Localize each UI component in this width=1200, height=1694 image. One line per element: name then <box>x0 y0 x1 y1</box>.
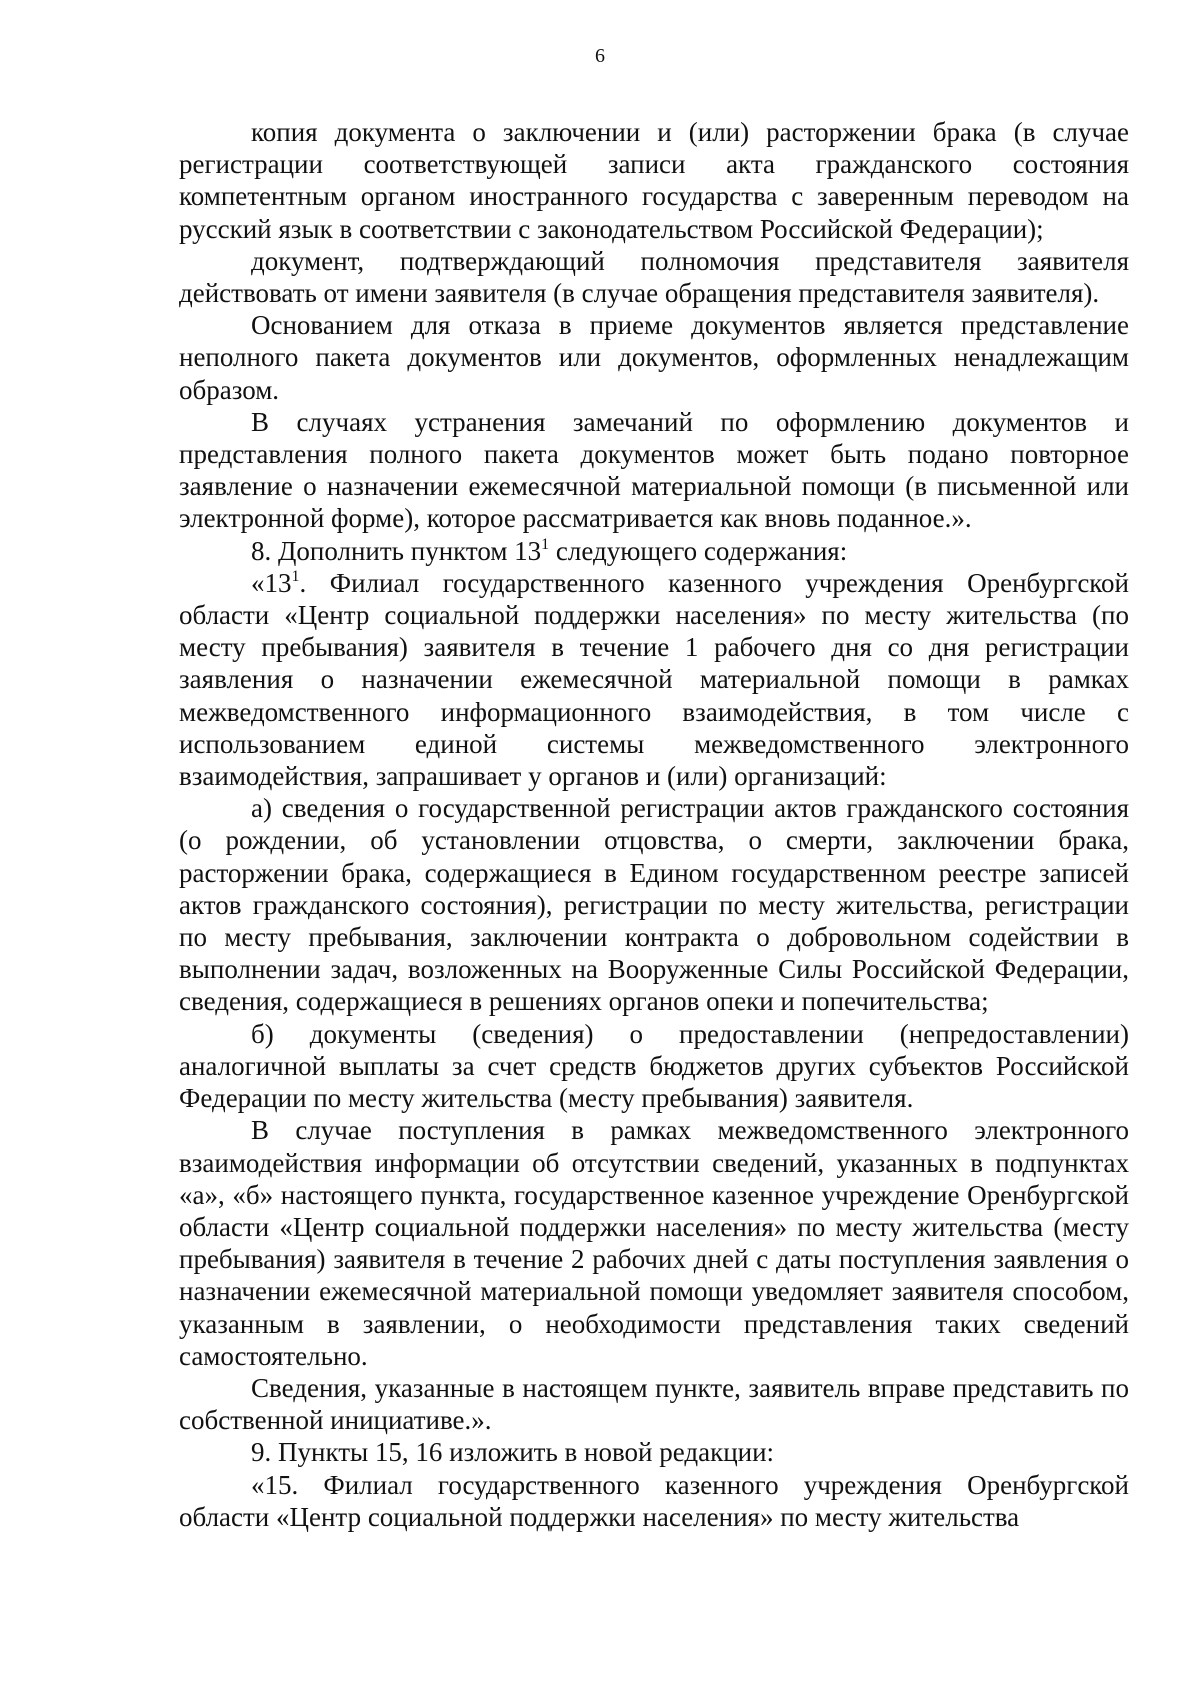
item-13-1-superscript: 1 <box>291 567 300 585</box>
paragraph-own-initiative: Сведения, указанные в настоящем пункте, заявитель вправе представить по собственной инициативе.». <box>179 1372 1129 1436</box>
paragraph-subitem-a: а) сведения о государственной регистрации актов гражданского состояния (о рождении, об установлении отцовства, о смерти, заключении брака, расторжении брака, содержащиеся в Едином государственном реестре записей актов гражданского состояния), регистрации по месту жительства, регистрации по месту пребывания, заключении контракта о добровольном содействии в выполнении задач, возложенных на Вооруженные Силы Российской Федерации, сведения, содержащиеся в решениях органов опеки и попечительства; <box>179 793 1129 1017</box>
paragraph-item-15: «15. Филиал государственного казенного учреждения Оренбургской области «Центр социальной поддержки населения» по месту жительства <box>179 1469 1129 1532</box>
paragraph-resubmission: В случаях устранения замечаний по оформлению документов и представления полного пакета документов может быть подано повторное заявление о назначении ежемесячной материальной помощи (в письменной или электронной форме), которое рассматривается как вновь поданное.». <box>179 406 1129 534</box>
paragraph-item-13-1 <box>179 567 1129 792</box>
paragraph-marriage-document: копия документа о заключении и (или) расторжении брака (в случае регистрации соответствующей записи акта гражданского состояния компетентным органом иностранного государства с заверенным переводом на русский язык в соответствии с законодательством Российской Федерации); <box>179 117 1129 244</box>
paragraph-subitem-b: б) документы (сведения) о предоставлении (непредоставлении) аналогичной выплаты за счет средств бюджетов других субъектов Российской Федерации по месту жительства (месту пребывания) заявителя. <box>179 1018 1129 1114</box>
item-8-superscript: 1 <box>541 535 550 553</box>
paragraph-absence-of-information: В случае поступления в рамках межведомственного электронного взаимодействия информации об отсутствии сведений, указанных в подпунктах «а», «б» настоящего пункта, государственное казенное учреждение Оренбургской области «Центр социальной поддержки населения» по месту жительства (месту пребывания) заявителя в течение 2 рабочих дней с даты поступления заявления о назначении ежемесячной материальной помощи уведомляет заявителя способом, указанным в заявлении, о необходимости представления таких сведений самостоятельно. <box>179 1115 1129 1371</box>
paragraph-item-9: 9. Пункты 15, 16 изложить в новой редакции: <box>251 1437 775 1468</box>
paragraph-refusal-grounds: Основанием для отказа в приеме документов является представление неполного пакета документов или документов, оформленных ненадлежащим образом. <box>179 310 1129 405</box>
paragraph-item-8 <box>179 535 1129 567</box>
item-8-text-end: следующего содержания: <box>549 535 848 566</box>
page-number: 6 <box>595 45 605 67</box>
paragraph-representative-authority: документ, подтверждающий полномочия представителя заявителя действовать от имени заявителя (в случае обращения представителя заявителя). <box>179 245 1129 309</box>
item-13-1-text-start: «13 <box>251 567 292 598</box>
document-body <box>179 116 1129 1533</box>
item-13-1-text-end: . Филиал государственного казенного учреждения Оренбургской области «Центр социальной поддержки населения» по месту жительства (по месту пребывания) заявителя в течение 1 рабочего дня со дня регистрации заявления о назначении ежемесячной материальной помощи в рамках межведомственного информационного взаимодействия, в том числе с использованием единой системы межведомственного электронного взаимодействия, запрашивает у органов и (или) организаций: <box>179 567 1129 792</box>
item-8-text-start: 8. Дополнить пунктом 13 <box>251 535 542 566</box>
